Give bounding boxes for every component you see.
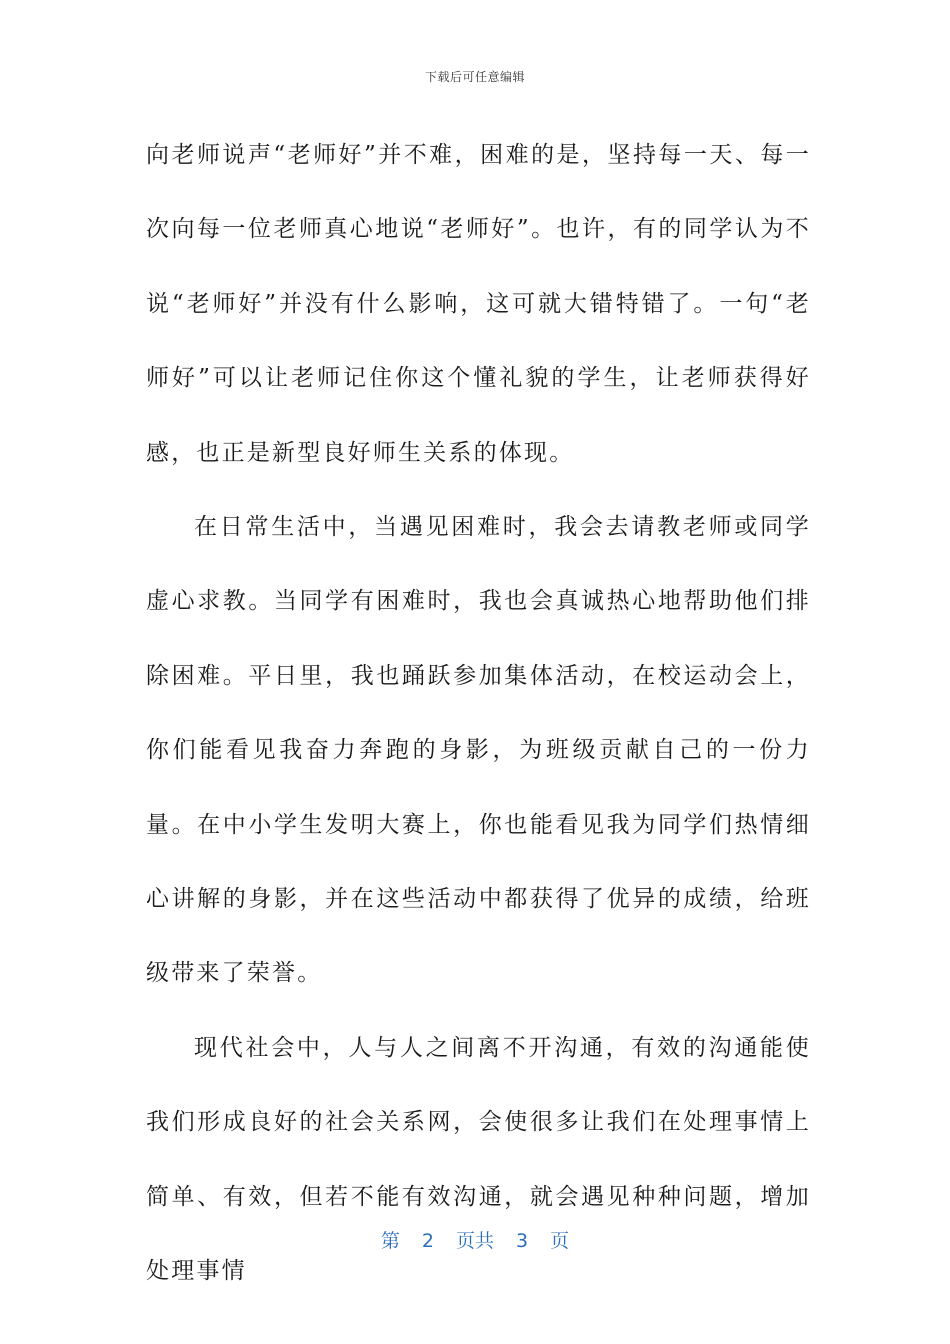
paragraph-3: 现代社会中，人与人之间离不开沟通，有效的沟通能使我们形成良好的社会关系网，会使很多让我们在处理事情上简单、有效，但若不能有效沟通，就会遇见种种问题，增加处理事情 bbox=[146, 1034, 811, 1285]
footer-total-pages: 3 bbox=[516, 1230, 529, 1252]
header-note: 下载后可任意编辑 bbox=[424, 70, 525, 84]
footer-middle: 页共 bbox=[455, 1230, 494, 1252]
paragraph-2: 在日常生活中，当遇见困难时，我会去请教老师或同学虚心求教。当同学有困难时，我也会真诚热心地帮助他们排除困难。平日里，我也踊跃参加集体活动，在校运动会上，你们能看见我奋力奔跑的身影，为班级贡献自己的一份力量。在中小学生发明大赛上，你也能看见我为同学们热情细心讲解的身影，并在这些活动中都获得了优异的成绩，给班级带来了荣誉。 bbox=[146, 514, 811, 987]
page-footer bbox=[0, 1226, 950, 1253]
footer-page-number: 2 bbox=[421, 1230, 434, 1252]
document-body bbox=[146, 118, 811, 1309]
paragraph-1: 向老师说声“老师好”并不难，困难的是，坚持每一天、每一次向每一位老师真心地说“老师好”。也许，有的同学认为不说“老师好”并没有什么影响，这可就大错特错了。一句“老师好”可以让老师记住你这个懂礼貌的学生，让老师获得好感，也正是新型良好师生关系的体现。 bbox=[146, 142, 811, 466]
footer-prefix: 第 bbox=[380, 1230, 400, 1252]
footer-suffix: 页 bbox=[550, 1230, 570, 1252]
